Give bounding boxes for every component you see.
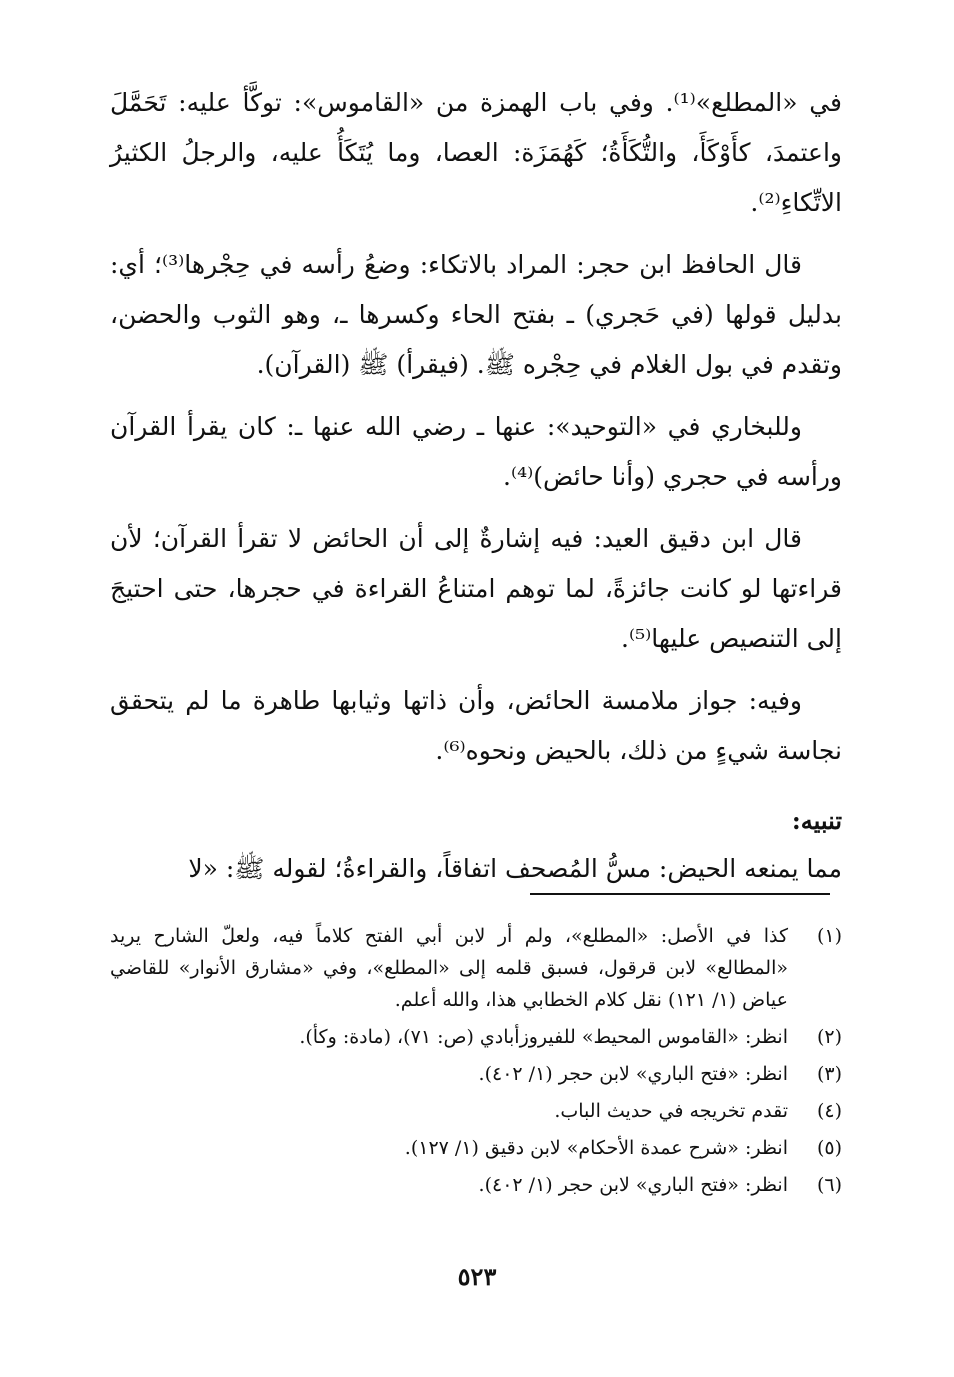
- main-text: [110, 78, 842, 906]
- footnote-divider: [530, 893, 830, 895]
- footnote-number: (٦): [816, 1174, 842, 1196]
- footnote-number: (٥): [816, 1137, 842, 1159]
- footnote-text: انظر: «فتح الباري» لابن حجر (١/ ٤٠٢).: [478, 1174, 788, 1196]
- footnote-item: [110, 1169, 842, 1201]
- footnote-item: [110, 1021, 842, 1053]
- footnote-item: [110, 1095, 842, 1127]
- footnote-text: كذا في الأصل: «المطلع»، ولم أر لابن أبي الفتح كلاماً فيه، ولعلّ الشارح يريد «المطالع» لابن قرقول، فسبق قلمه إلى «المطلع»، وفي «مشارق الأنوار» للقاضي عياض (١/ ١٢١) نقل كلام الخطابي هذا، والله أعلم.: [110, 925, 788, 1011]
- footnote-text: تقدم تخريجه في حديث الباب.: [554, 1100, 788, 1122]
- footnotes: [110, 920, 842, 1206]
- footnote-text: انظر: «فتح الباري» لابن حجر (١/ ٤٠٢).: [478, 1063, 788, 1085]
- paragraph-5: وفيه: جواز ملامسة الحائض، وأن ذاتها وثيابها طاهرة ما لم يتحقق نجاسة شيءٍ من ذلك، بالحيض ونحوه⁽⁶⁾.: [110, 686, 842, 765]
- paragraph-2: قال الحافظ ابن حجر: المراد بالاتكاء: وضعُ رأسه في حِجْرها⁽³⁾؛ أي: بدليل قولها (في حَجري) ـ بفتح الحاء وكسرها ـ، وهو الثوب والحضن، وتقدم في بول الغلام في حِجْره ﷺ. (فيقرأ) ﷺ (القرآن).: [110, 250, 842, 379]
- footnote-text: انظر: «القاموس المحيط» للفيروزأبادي (ص: ٧١)، (مادة: وكأ).: [299, 1026, 788, 1048]
- footnote-item: [110, 920, 842, 1016]
- page-number: ٥٢٣: [457, 1262, 497, 1291]
- footnote-number: (١): [816, 925, 842, 947]
- footnote-number: (٤): [816, 1100, 842, 1122]
- footnote-item: [110, 1058, 842, 1090]
- footnote-number: (٢): [816, 1026, 842, 1048]
- footnote-text: انظر: «شرح عمدة الأحكام» لابن دقيق (١/ ١٢٧).: [404, 1137, 788, 1159]
- footnote-number: (٣): [816, 1063, 842, 1085]
- notice-heading: تنبيه:: [791, 806, 842, 835]
- paragraph-6: مما يمنعه الحيض: مسُّ المُصحف اتفاقاً، والقراءةُ؛ لقوله ﷺ: «لا: [188, 854, 842, 883]
- paragraph-4: قال ابن دقيق العيد: فيه إشارةٌ إلى أن الحائض لا تقرأ القرآن؛ لأن قراءتها لو كانت جائزةً، لما توهم امتناعُ القراءة في حجرها، حتى احتيجَ إلى التنصيص عليها⁽⁵⁾.: [110, 524, 842, 653]
- paragraph-3: وللبخاري في «التوحيد»: عنها ـ رضي الله عنها ـ: كان يقرأ القرآن ورأسه في حجري (وأنا حائض)⁽⁴⁾.: [110, 412, 842, 491]
- paragraph-1: في «المطلع»⁽¹⁾. وفي باب الهمزة من «القاموس»: توكَّأ عليه: تَحَمَّلَ واعتمدَ، كأَوْكَأَ، والتُّكَأَةُ؛ كَهُمَزَة: العصا، وما يُتَكَأُ عليه، والرجلُ الكثيرُ الاتِّكاءِ⁽²⁾.: [110, 88, 842, 217]
- footnote-item: [110, 1132, 842, 1164]
